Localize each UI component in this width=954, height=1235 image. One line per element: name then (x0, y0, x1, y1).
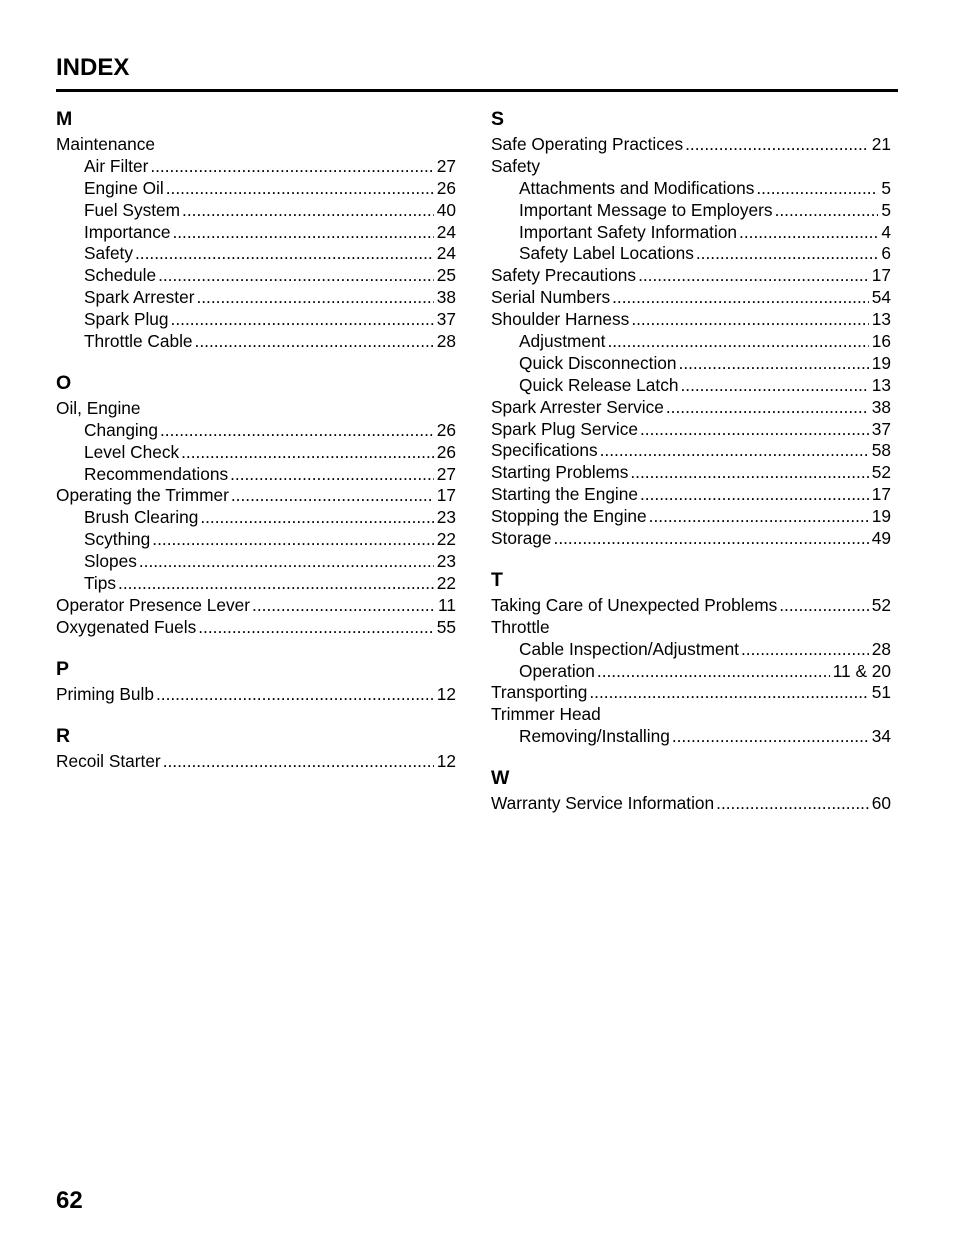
entry-text: Starting the Engine (491, 484, 638, 505)
section-letter: M (56, 108, 73, 130)
index-subentry (56, 156, 456, 178)
dot-leader (672, 726, 869, 748)
entry-page-number: 21 (871, 134, 891, 154)
entry-text: Importance (84, 221, 171, 242)
dot-leader (779, 595, 869, 617)
dot-leader (156, 684, 434, 706)
entry-text: Engine Oil (84, 177, 164, 198)
index-subentry (56, 222, 456, 244)
entry-text: Priming Bulb (56, 683, 154, 704)
dot-leader (685, 134, 869, 156)
entry-page-number: 26 (436, 441, 456, 462)
index-subentry (491, 222, 891, 244)
entry-text: Transporting (491, 682, 588, 703)
entry-text: Taking Care of Unexpected Problems (491, 594, 778, 615)
dot-leader (775, 200, 879, 222)
section-letter: S (491, 108, 505, 130)
entry-text: Cable Inspection/Adjustment (519, 638, 739, 659)
dot-leader (680, 375, 868, 397)
index-entry (491, 484, 891, 506)
entry-text: Safety Precautions (491, 265, 637, 286)
entry-text: Safety Label Locations (519, 243, 694, 264)
entry-text: Fuel System (84, 199, 181, 220)
dot-leader (166, 178, 434, 200)
entry-text: Air Filter (84, 155, 149, 176)
dot-leader (196, 287, 433, 309)
dot-leader (739, 222, 878, 244)
index-entry (491, 265, 891, 287)
entry-page-number: 25 (436, 265, 456, 286)
dot-leader (666, 397, 869, 419)
index-entry (56, 751, 456, 773)
entry-text: Brush Clearing (84, 507, 199, 528)
entry-text: Stopping the Engine (491, 506, 647, 527)
entry-page-number: 26 (436, 177, 456, 198)
entry-page-number: 37 (871, 418, 891, 439)
dot-leader (607, 331, 868, 353)
entry-page-number: 52 (871, 594, 891, 615)
dot-leader (195, 331, 434, 353)
entry-page-number: 27 (436, 463, 456, 484)
index-entry (56, 595, 456, 617)
entry-page-number: 26 (436, 419, 456, 440)
index-subentry (56, 178, 456, 200)
dot-leader (230, 464, 434, 486)
entry-page-number: 38 (871, 396, 891, 417)
dot-leader (716, 793, 869, 815)
entry-text: Removing/Installing (519, 726, 670, 747)
index-entry (491, 156, 891, 178)
index-entry (56, 684, 456, 706)
index-subentry (56, 331, 456, 353)
dot-leader (118, 573, 434, 595)
index-column-left (56, 107, 456, 790)
dot-leader (679, 353, 869, 375)
index-subentry (56, 287, 456, 309)
dot-leader (630, 462, 868, 484)
index-subentry (56, 265, 456, 287)
index-column-right (491, 107, 891, 833)
entry-text: Warranty Service Information (491, 793, 715, 814)
entry-page-number: 16 (871, 331, 891, 352)
entry-page-number: 24 (436, 243, 456, 264)
entry-page-number: 28 (871, 638, 891, 659)
index-entry (56, 617, 456, 639)
section-letter: P (56, 657, 70, 680)
entry-page-number: 6 (881, 243, 891, 264)
entry-text: Schedule (84, 265, 157, 286)
entry-text: Recoil Starter (56, 750, 161, 771)
dot-leader (182, 200, 434, 222)
dot-leader (612, 287, 869, 309)
entry-text: Level Check (84, 441, 180, 462)
section-letter: O (56, 371, 72, 394)
entry-text: Important Safety Information (519, 221, 738, 242)
index-entry (491, 595, 891, 617)
entry-page-number: 19 (871, 352, 891, 373)
dot-leader (231, 485, 434, 507)
dot-leader (741, 639, 869, 661)
entry-page-number: 17 (871, 484, 891, 505)
entry-text: Safety (84, 243, 133, 264)
index-subentry (491, 353, 891, 375)
dot-leader (649, 506, 869, 528)
page-number: 62 (56, 1187, 83, 1214)
index-entry (491, 793, 891, 815)
entry-text: Quick Disconnection (519, 352, 677, 373)
entry-page-number: 37 (436, 309, 456, 330)
dot-leader (171, 309, 434, 331)
dot-leader (597, 661, 830, 683)
entry-text: Recommendations (84, 463, 229, 484)
dot-leader (640, 419, 869, 441)
index-subentry (491, 178, 891, 200)
entry-page-number: 5 (881, 199, 891, 220)
index-subentry (56, 573, 456, 595)
section-letter: T (491, 568, 503, 591)
index-entry (491, 617, 891, 639)
entry-text: Trimmer Head (491, 704, 601, 725)
index-subentry (56, 551, 456, 573)
entry-text: Adjustment (519, 331, 606, 352)
entry-page-number: 17 (871, 265, 891, 286)
entry-page-number: 49 (871, 528, 891, 549)
entry-text: Oxygenated Fuels (56, 616, 197, 637)
entry-text: Oil, Engine (56, 397, 141, 418)
dot-leader (150, 156, 433, 178)
dot-leader (139, 551, 434, 573)
index-subentry (491, 331, 891, 353)
index-section-r (56, 724, 456, 773)
entry-text: Maintenance (56, 134, 155, 154)
entry-page-number: 38 (436, 287, 456, 308)
dot-leader (172, 222, 433, 244)
index-section-m (56, 107, 456, 353)
dot-leader (756, 178, 878, 200)
entry-text: Important Message to Employers (519, 199, 773, 220)
entry-page-number: 28 (436, 331, 456, 352)
dot-leader (252, 595, 435, 617)
section-letter: W (491, 767, 510, 790)
entry-text: Operator Presence Lever (56, 594, 251, 615)
entry-text: Attachments and Modifications (519, 177, 755, 198)
entry-text: Throttle Cable (84, 331, 193, 352)
index-entry (491, 704, 891, 726)
dot-leader (152, 529, 433, 551)
entry-text: Tips (84, 573, 117, 594)
dot-leader (696, 243, 879, 265)
entry-page-number: 4 (881, 221, 891, 242)
entry-page-number: 27 (436, 155, 456, 176)
index-subentry (56, 243, 456, 265)
title-rule (56, 89, 898, 92)
index-entry (491, 287, 891, 309)
entry-page-number: 60 (871, 793, 891, 814)
entry-text: Shoulder Harness (491, 309, 630, 330)
entry-text: Scything (84, 529, 151, 550)
index-section-w (491, 766, 891, 815)
index-subentry (56, 529, 456, 551)
entry-page-number: 17 (436, 485, 456, 506)
index-subentry (56, 309, 456, 331)
index-section-o (56, 371, 456, 639)
dot-leader (198, 617, 434, 639)
entry-page-number: 54 (871, 287, 891, 308)
entry-text: Safe Operating Practices (491, 134, 684, 154)
entry-page-number: 19 (871, 506, 891, 527)
index-subentry (56, 507, 456, 529)
entry-page-number: 23 (436, 507, 456, 528)
entry-page-number: 24 (436, 221, 456, 242)
index-subentry (491, 200, 891, 222)
entry-page-number: 13 (871, 309, 891, 330)
index-subentry (56, 442, 456, 464)
entry-text: Changing (84, 419, 158, 440)
index-entry (56, 398, 456, 420)
index-subentry (491, 243, 891, 265)
index-subentry (491, 375, 891, 397)
index-section-p (56, 657, 456, 706)
entry-page-number: 13 (871, 374, 891, 395)
entry-page-number: 58 (871, 440, 891, 461)
dot-leader (200, 507, 433, 529)
index-entry (491, 134, 891, 156)
index-entry (491, 506, 891, 528)
entry-page-number: 11 & 20 (832, 660, 891, 681)
index-section-s (491, 107, 891, 550)
entry-page-number: 11 (438, 594, 456, 615)
index-subentry (56, 464, 456, 486)
index-subentry (56, 200, 456, 222)
entry-text: Starting Problems (491, 462, 629, 483)
entry-page-number: 40 (436, 199, 456, 220)
dot-leader (158, 265, 434, 287)
index-entry (56, 134, 456, 156)
index-subentry (56, 420, 456, 442)
index-entry (491, 309, 891, 331)
index-entry (491, 462, 891, 484)
dot-leader (638, 265, 869, 287)
index-section-t (491, 568, 891, 748)
entry-text: Spark Plug (84, 309, 169, 330)
entry-text: Operation (519, 660, 595, 681)
entry-page-number: 34 (871, 726, 891, 747)
index-subentry (491, 726, 891, 748)
index-entry (491, 682, 891, 704)
entry-text: Spark Plug Service (491, 418, 638, 439)
entry-text: Storage (491, 528, 552, 549)
entry-page-number: 5 (881, 177, 891, 198)
index-entry (56, 485, 456, 507)
index-entry (491, 397, 891, 419)
entry-text: Throttle (491, 616, 550, 637)
entry-text: Safety (491, 155, 540, 176)
entry-page-number: 22 (436, 573, 456, 594)
index-entry (491, 528, 891, 550)
dot-leader (600, 440, 869, 462)
entry-text: Quick Release Latch (519, 374, 679, 395)
entry-page-number: 22 (436, 529, 456, 550)
entry-text: Serial Numbers (491, 287, 611, 308)
dot-leader (160, 420, 434, 442)
index-entry (491, 440, 891, 462)
entry-page-number: 52 (871, 462, 891, 483)
index-entry (491, 419, 891, 441)
dot-leader (135, 243, 434, 265)
index-subentry (491, 639, 891, 661)
entry-text: Specifications (491, 440, 598, 461)
dot-leader (589, 682, 868, 704)
dot-leader (181, 442, 434, 464)
index-subentry (491, 661, 891, 683)
entry-text: Slopes (84, 551, 137, 572)
entry-page-number: 55 (436, 616, 456, 637)
dot-leader (631, 309, 868, 331)
entry-text: Spark Arrester Service (491, 396, 664, 417)
dot-leader (640, 484, 869, 506)
entry-text: Operating the Trimmer (56, 485, 229, 506)
dot-leader (554, 528, 869, 550)
dot-leader (163, 751, 434, 773)
entry-page-number: 12 (436, 683, 456, 704)
section-letter: R (56, 724, 71, 747)
entry-page-number: 51 (871, 682, 891, 703)
page-title: INDEX (56, 54, 130, 81)
entry-page-number: 12 (436, 750, 456, 771)
entry-text: Spark Arrester (84, 287, 195, 308)
entry-page-number: 23 (436, 551, 456, 572)
